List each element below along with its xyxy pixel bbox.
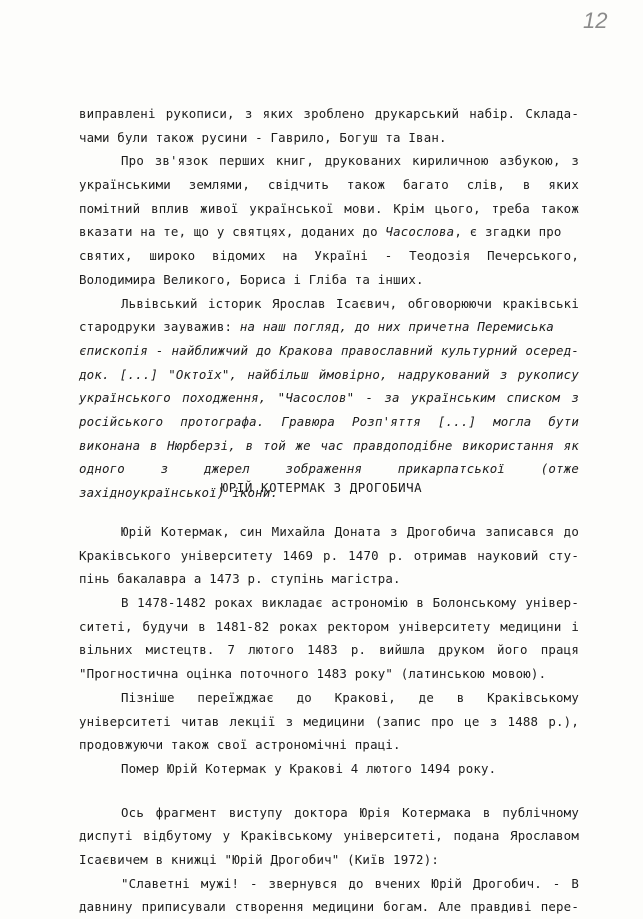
text-segment: стародруки зауважив: <box>79 319 233 335</box>
text-line: українськими землями, свідчить також багато слів, в яких <box>79 177 579 193</box>
text-line: ситеті, будучи в 1481-82 роках ректором університету медицини і <box>79 618 579 634</box>
text-line: Ісаєвичем в книжці "Юрій Дрогобич" (Київ 1972): <box>79 851 440 867</box>
quote-line: українського походження, "Часослов" - за українським списком з <box>79 390 579 406</box>
text-line: святих, широко відомих на Україні - Теодозія Печерського, <box>79 248 579 264</box>
page-number: 12 <box>583 8 608 33</box>
quote-line: російського протографа. Гравюра Розп'яття [...] могла бути <box>79 413 579 429</box>
text-line: помітний вплив живої української мови. Крім цього, треба також <box>79 200 579 216</box>
text-line: давнину приписували створення медицини богам. Але правдиві пере- <box>79 899 579 915</box>
text-line: виправлені рукописи, з яких зроблено друкарський набір. Склада- <box>79 106 579 121</box>
section-heading: ЮРІЙ КОТЕРМАК З ДРОГОБИЧА <box>220 480 423 495</box>
quote-line: виконана в Нюрберзі, в той же час правдоподібне використання як <box>79 437 579 453</box>
text-line: Краківського університету 1469 р. 1470 р. отримав науковий сту- <box>79 547 579 563</box>
quote-line: західноукраїнської) ікони. <box>79 485 279 500</box>
text-segment: вказати на те, що у святцях, доданих до <box>79 224 378 240</box>
text-line: чами були також русини - Гаврило, Богуш та Іван. <box>79 129 447 145</box>
text-line: Ось фрагмент виступу доктора Юрія Котермака в публічному <box>121 804 579 820</box>
text-line: Помер Юрій Котермак у Кракові 4 лютого 1494 року. <box>121 760 497 776</box>
text-line: Львівський історик Ярослав Ісаєвич, обговорюючи краківські <box>121 295 579 311</box>
text-line <box>79 220 579 244</box>
paragraph-gap <box>79 781 579 801</box>
quote-line: док. [...] "Октоїх", найбільш ймовірно, надрукований з рукопису <box>79 366 579 382</box>
text-line: Пізніше переїжджає до Кракові, де в Краківському <box>121 689 579 705</box>
text-line: університеті читав лекції з медицини (запис про це з 1488 р.), <box>79 713 579 729</box>
text-after-heading <box>79 520 579 919</box>
quote-line: одного з джерел зображення прикарпатської (отже <box>79 461 579 477</box>
text-segment: , є згадки про <box>454 224 562 240</box>
italic-title: Часослова <box>385 224 455 240</box>
text-line: Про зв'язок перших книг, друкованих кириличною азбукою, з <box>121 153 579 169</box>
text-line: вільних мистецтв. 7 лютого 1483 р. вийшла друком його праця <box>79 642 579 658</box>
text-line: продовжуючи також свої астрономічні праці. <box>79 737 401 753</box>
quote-line: єпископія - найближчий до Кракова православний культурний осеред- <box>79 342 579 358</box>
text-line: Юрій Котермак, син Михайла Доната з Дрогобича записався до <box>121 524 579 539</box>
text-line: "Славетні мужі! - звернувся до вчених Юрій Дрогобич. - В <box>121 875 579 891</box>
text-line: В 1478-1482 роках викладає астрономію в Болонському універ- <box>121 595 579 611</box>
quote-text: на наш погляд, до них причетна Перемиська <box>239 319 554 335</box>
text-line <box>79 315 579 339</box>
text-line: Володимира Великого, Бориса і Гліба та інших. <box>79 271 424 287</box>
text-line: пінь бакалавра а 1473 р. ступінь магістра. <box>79 571 401 587</box>
text-line: "Прогностична оцінка поточного 1483 року" (латинською мовою). <box>79 666 547 682</box>
text-line: диспуті відбутому у Краківському університеті, подана Ярославом <box>79 828 579 844</box>
text-before-heading <box>79 102 579 505</box>
